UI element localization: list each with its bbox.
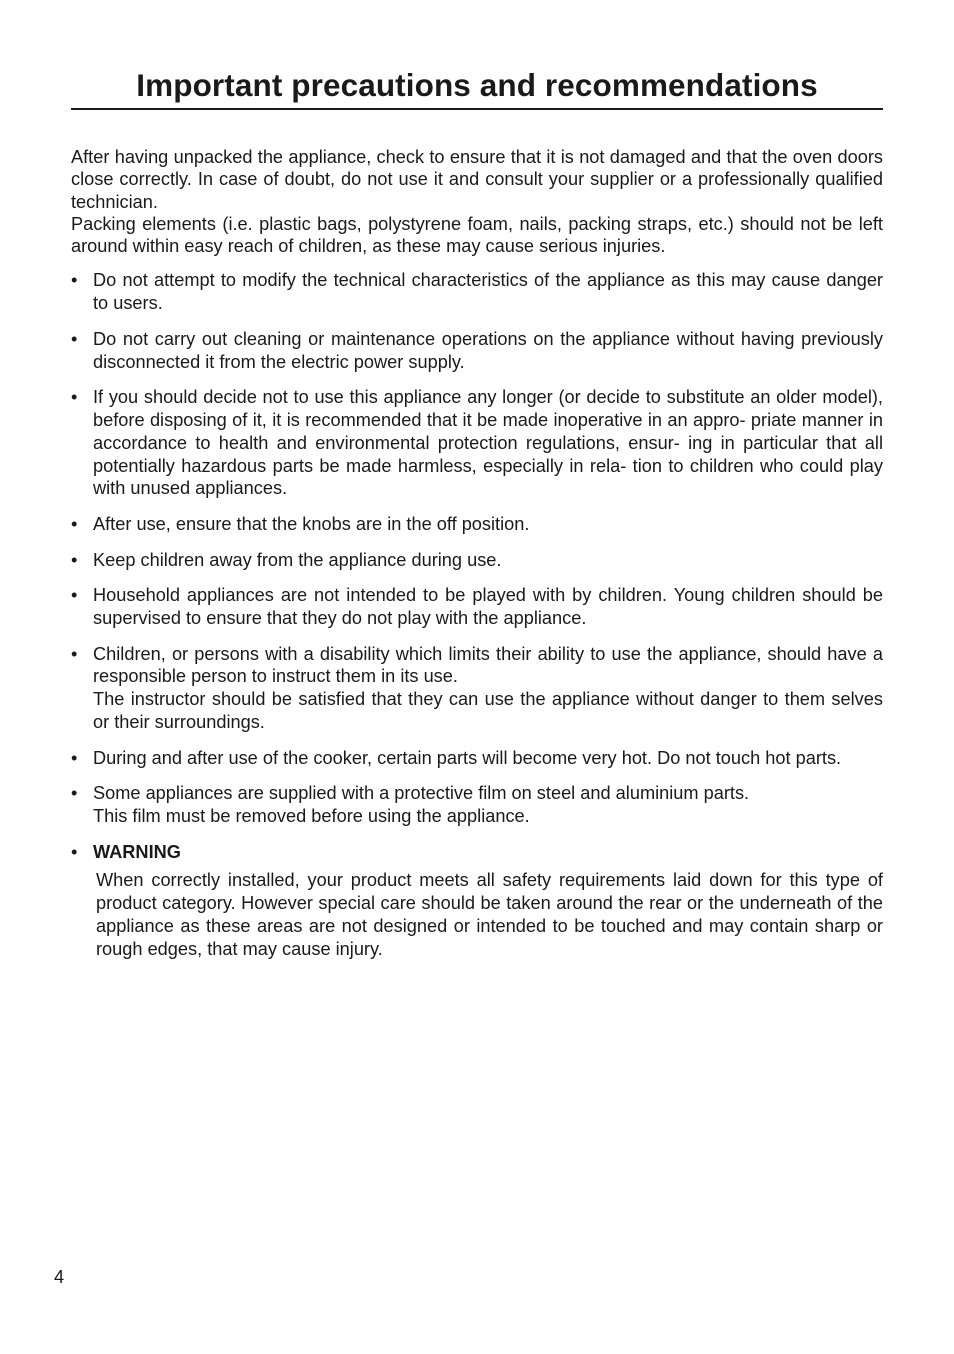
bullet-icon: • [71,841,78,862]
list-item [71,747,883,770]
bullet-icon: • [71,549,78,570]
document-page [71,66,883,973]
list-item [71,386,883,500]
warning-heading: WARNING [93,841,181,862]
list-item [71,513,883,536]
warning-item [71,841,883,961]
list-item [71,584,883,630]
list-item [71,643,883,734]
bullet-icon: • [71,643,78,664]
bullet-icon: • [71,328,78,349]
bullet-icon: • [71,387,78,408]
bullet-icon: • [71,783,78,804]
list-item-text: Keep children away from the appliance during use. [93,549,502,570]
bullet-icon: • [71,514,78,535]
precautions-list [71,269,883,960]
bullet-icon: • [71,585,78,606]
list-item-text: After use, ensure that the knobs are in the off position. [93,514,530,535]
list-item-text: Children, or persons with a disability which limits their ability to use the appliance, should have a responsible person to instruct them in its use. [93,643,883,687]
page-title: Important precautions and recommendations [71,66,883,110]
warning-text: When correctly installed, your product meets all safety requirements laid down for this type of product category. However special care should be taken around the rear or the underneath of the appliance as these areas are not designed or intended to be touched and may contain sharp or rough edges, that may cause injury. [96,870,883,959]
list-item [71,269,883,315]
list-item-text: Do not attempt to modify the technical characteristics of the appliance as this may cause danger to users. [93,270,883,314]
list-item-text: The instructor should be satisfied that they can use the appliance without danger to them selves or their surroundings. [93,689,883,733]
intro-section [71,146,883,257]
list-item-text: Do not carry out cleaning or maintenance operations on the appliance without having previously disconnected it from the electric power supply. [93,328,883,372]
page-number: 4 [54,1267,65,1287]
list-item-text: During and after use of the cooker, certain parts will become very hot. Do not touch hot parts. [93,747,842,768]
list-item-text: Some appliances are supplied with a protective film on steel and aluminium parts. [93,783,750,804]
bullet-icon: • [71,270,78,291]
list-item [71,782,883,828]
list-item [71,549,883,572]
list-item-text: This film must be removed before using the appliance. [93,806,530,826]
list-item-text: Household appliances are not intended to be played with by children. Young children should be supervised to ensure that they do not play with the appliance. [93,585,883,629]
bullet-icon: • [71,747,78,768]
list-item [71,328,883,374]
intro-paragraph: Packing elements (i.e. plastic bags, polystyrene foam, nails, packing straps, etc.) should not be left around within easy reach of children, as these may cause serious injuries. [71,213,883,257]
intro-paragraph: After having unpacked the appliance, check to ensure that it is not damaged and that the oven doors close correctly. In case of doubt, do not use it and consult your supplier or a professionally qualified technician. [71,147,883,212]
list-item-text: If you should decide not to use this appliance any longer (or decide to substitute an older model), before disposing of it, it is recommended that it be made inoperative in an appro- priate manner in accordance to health and environmental protection regulations, ensur- ing in particular that all potentially hazardous parts be made harmless, especially in rela- tion to children who could play with unused appliances. [93,387,883,499]
